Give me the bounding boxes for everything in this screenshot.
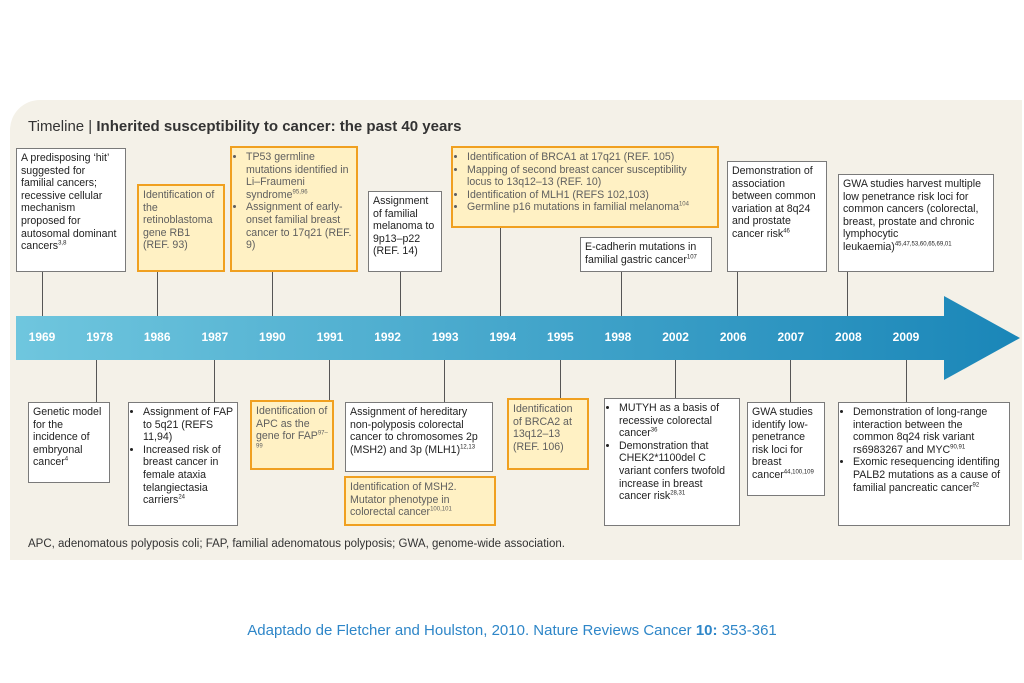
event-2007: GWA studies identify low-penetrance risk loci for breast cancer$^{44,100,109}$ — [747, 402, 825, 496]
title-main: Inherited susceptibility to cancer: the past 40 years — [96, 118, 462, 135]
event-2008: GWA studies harvest multiple low penetrance risk loci for common cancers (colorectal, breast, prostate and chronic lymphocytic leukaemia)$^{45,47,53,60,65,69,01}$ — [838, 174, 994, 272]
citation-volume: 10: — [695, 622, 718, 639]
connector-1995 — [560, 360, 561, 398]
year-label-1990: 1990 — [259, 330, 286, 344]
connector-1992 — [400, 272, 401, 316]
year-label-2002: 2002 — [662, 330, 689, 344]
event-1987: • Assignment of FAP to 5q21 (REFS 11,94) • Increased risk of breast cancer in female ataxia telangiectasia carriers$^{24}$ — [128, 402, 238, 526]
connector-2007 — [790, 360, 791, 402]
event-1993-msh2: Identification of MSH2. Mutator phenotype in colorectal cancer$^{100,101}$ — [344, 476, 496, 526]
year-label-1993: 1993 — [431, 330, 459, 344]
year-label-1998: 1998 — [604, 330, 632, 344]
year-label-1992: 1992 — [374, 330, 401, 344]
connector-2002 — [675, 360, 676, 398]
connector-1978 — [96, 360, 97, 402]
citation-pages: 353-361 — [717, 622, 777, 639]
event-2002: • MUTYH as a basis of recessive colorectal cancer$^{36}$ • Demonstration that CHEK2*1100del C variant confers twofold increase in breast cancer risk$^{28,31}$ — [604, 398, 740, 526]
connector-1991 — [329, 360, 330, 400]
event-1992: Assignment of familial melanoma to 9p13–p22 (REF. 14) — [368, 191, 442, 272]
year-label-2006: 2006 — [719, 330, 747, 344]
event-1990: • TP53 germline mutations identified in Li–Fraumeni syndrome$^{95,96}$ • Assignment of early-onset familial breast cancer to 17q21 (REF. 9) — [230, 146, 358, 272]
event-1991: Identification of APC as the gene for FAP$^{97-99}$ — [250, 400, 334, 470]
connector-1994 — [500, 228, 501, 316]
event-2006: Demonstration of association between common variation at 8q24 and prostate cancer risk$^{46}$ — [727, 161, 827, 272]
abbreviations-note: APC, adenomatous polyposis coli; FAP, familial adenomatous polyposis; GWA, genome-wide association. — [28, 538, 565, 550]
event-1978: Genetic model for the incidence of embryonal cancer$^4$ — [28, 402, 110, 483]
connector-2008 — [847, 272, 848, 316]
event-2009: • Demonstration of long-range interaction between the common 8q24 risk variant rs6983267 and MYC$^{90,91}$ • Exomic resequencing identifing PALB2 mutations as a cause of familial pancreatic cancer$^{92}$ — [838, 402, 1010, 526]
year-label-1994: 1994 — [489, 330, 517, 344]
year-label-1991: 1991 — [316, 330, 344, 344]
event-1993-hnpcc: Assignment of hereditary non-polyposis colorectal cancer to chromosomes 2p (MSH2) and 3p $(MLH1)^{12,13}$ — [345, 402, 493, 472]
event-1998: E-cadherin mutations in familial gastric cancer$^{107}$ — [580, 237, 712, 272]
year-label-2008: 2008 — [835, 330, 862, 344]
connector-1987 — [214, 360, 215, 402]
connector-1998 — [621, 272, 622, 316]
connector-1993 — [444, 360, 445, 402]
citation-text: Adaptado de Fletcher and Houlston, 2010. Nature Reviews Cancer — [247, 622, 696, 639]
connector-2009 — [906, 360, 907, 402]
event-1994: • Identification of BRCA1 at 17q21 (REF. 105) • Mapping of second breast cancer susceptibility locus to 13q12–13 (REF. 10) • Identification of MLH1 (REFS 102,103) • Germline p16 mutations in familial melanoma$^{104}$ — [451, 146, 719, 228]
connector-1986 — [157, 272, 158, 316]
year-label-1987: 1987 — [201, 330, 229, 344]
year-label-2007: 2007 — [777, 330, 805, 344]
year-label-1986: 1986 — [143, 330, 171, 344]
year-label-1969: 1969 — [28, 330, 56, 344]
source-citation — [0, 622, 1024, 639]
year-label-2009: 2009 — [892, 330, 920, 344]
connector-2006 — [737, 272, 738, 316]
event-1986: Identification of the retinoblastoma gene RB1 (REF. 93) — [137, 184, 225, 272]
event-1969: A predisposing ‘hit’ suggested for familial cancers; recessive cellular mechanism proposed for autosomal dominant cancers$^{3,8}$ — [16, 148, 126, 272]
year-label-1995: 1995 — [547, 330, 574, 344]
event-1995: Identification of BRCA2 at 13q12–13 (REF. 106) — [507, 398, 589, 470]
connector-1990 — [272, 272, 273, 316]
connector-1969 — [42, 272, 43, 316]
year-label-1978: 1978 — [86, 330, 113, 344]
title-prefix: Timeline | — [28, 118, 97, 135]
